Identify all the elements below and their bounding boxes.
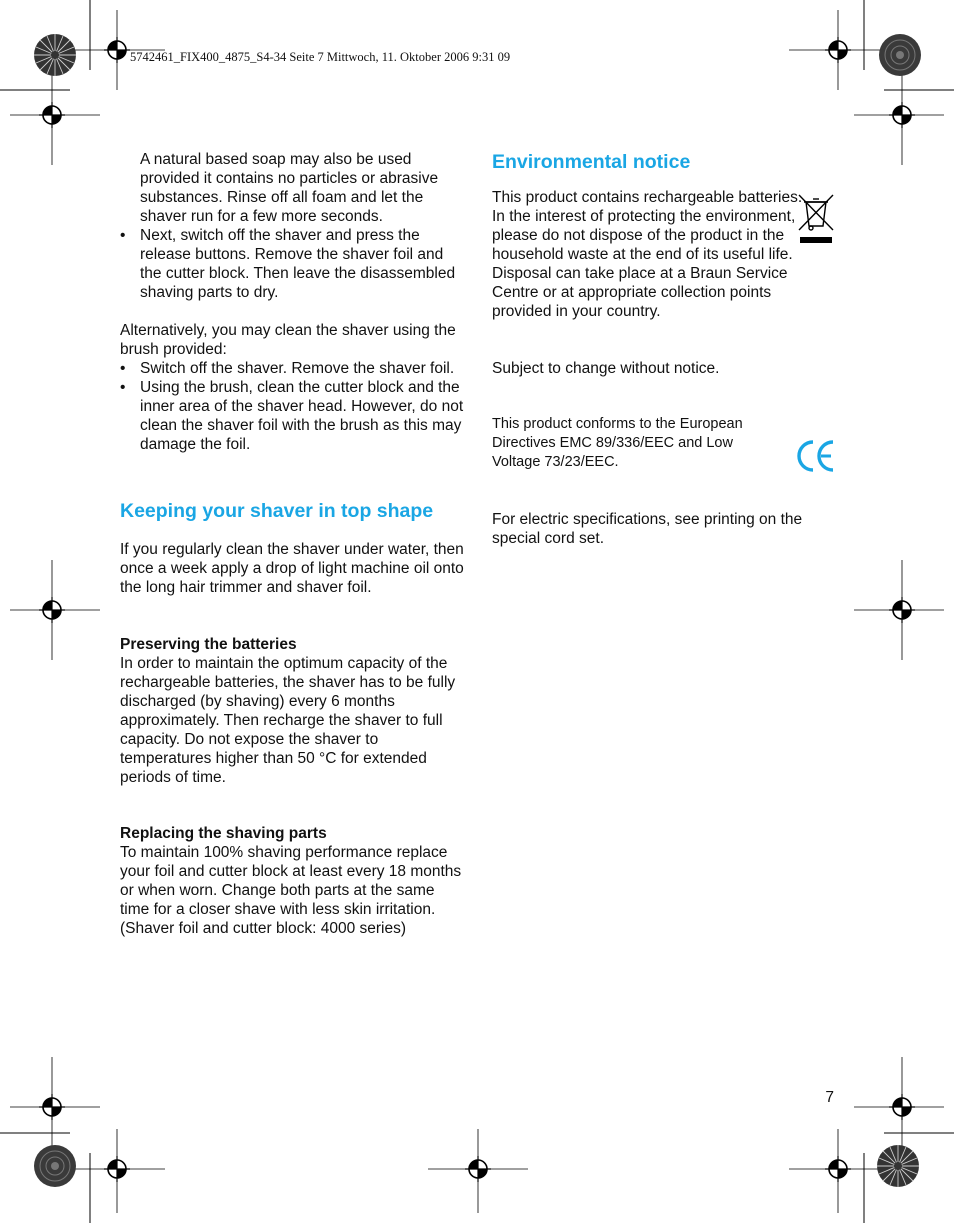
list-item: • Using the brush, clean the cutter block and the inner area of the shaver head. However, do not clean the shaver foil with the brush as this may damage the foil. [120, 378, 465, 454]
page-number: 7 [825, 1089, 834, 1106]
list-item: • Next, switch off the shaver and press the release buttons. Remove the shaver foil and the cutter block. Then leave the disassembled shaving parts to dry. [120, 226, 465, 302]
list-item: • Switch off the shaver. Remove the shaver foil. [120, 359, 465, 378]
change-notice: Subject to change without notice. [492, 360, 720, 377]
batteries-heading: Preserving the batteries [120, 636, 297, 653]
conformity-paragraph: This product conforms to the European Directives EMC 89/336/EEC and Low Voltage 73/23/EEC. [492, 416, 743, 470]
keeping-shape-paragraph: If you regularly clean the shaver under water, then once a week apply a drop of light machine oil onto the long hair trimmer and shaver foil. [120, 541, 464, 596]
environmental-heading: Environmental notice [492, 151, 691, 173]
replacing-heading: Replacing the shaving parts [120, 825, 327, 842]
ce-mark-icon [796, 438, 836, 474]
right-column [492, 150, 837, 548]
rinse-bullet-list [120, 226, 465, 302]
electric-specs-paragraph: For electric specifications, see printing on the special cord set. [492, 511, 803, 547]
alternative-paragraph: Alternatively, you may clean the shaver using the brush provided: [120, 322, 456, 358]
brush-bullet-list [120, 359, 465, 454]
left-column [120, 150, 465, 938]
batteries-paragraph: In order to maintain the optimum capacity of the rechargeable batteries, the shaver has to be fully discharged (by shaving) every 6 months approximately. Then recharge the shaver to full capacity. Do not expose the shaver to temperatures higher than 50 °C for extended periods of time. [120, 655, 456, 786]
keeping-shape-heading: Keeping your shaver in top shape [120, 500, 434, 522]
crossed-out-wheelie-bin-icon [796, 192, 836, 246]
print-slug-line: 5742461_FIX400_4875_S4-34 Seite 7 Mittwoch, 11. Oktober 2006 9:31 09 [130, 50, 511, 64]
replacing-note: (Shaver foil and cutter block: 4000 series) [120, 920, 407, 937]
environmental-paragraph: This product contains rechargeable batteries. In the interest of protecting the environment, please do not dispose of the product in the household waste at the end of its useful life. Disposal can take place at a Braun Service Centre or at appropriate collection points provided in your country. [492, 189, 803, 320]
soap-paragraph: A natural based soap may also be used provided it contains no particles or abrasive substances. Rinse off all foam and let the shaver run for a few more seconds. [140, 151, 439, 225]
replacing-paragraph: To maintain 100% shaving performance replace your foil and cutter block at least every 18 months or when worn. Change both parts at the same time for a closer shave with less skin irritation. [120, 844, 462, 918]
